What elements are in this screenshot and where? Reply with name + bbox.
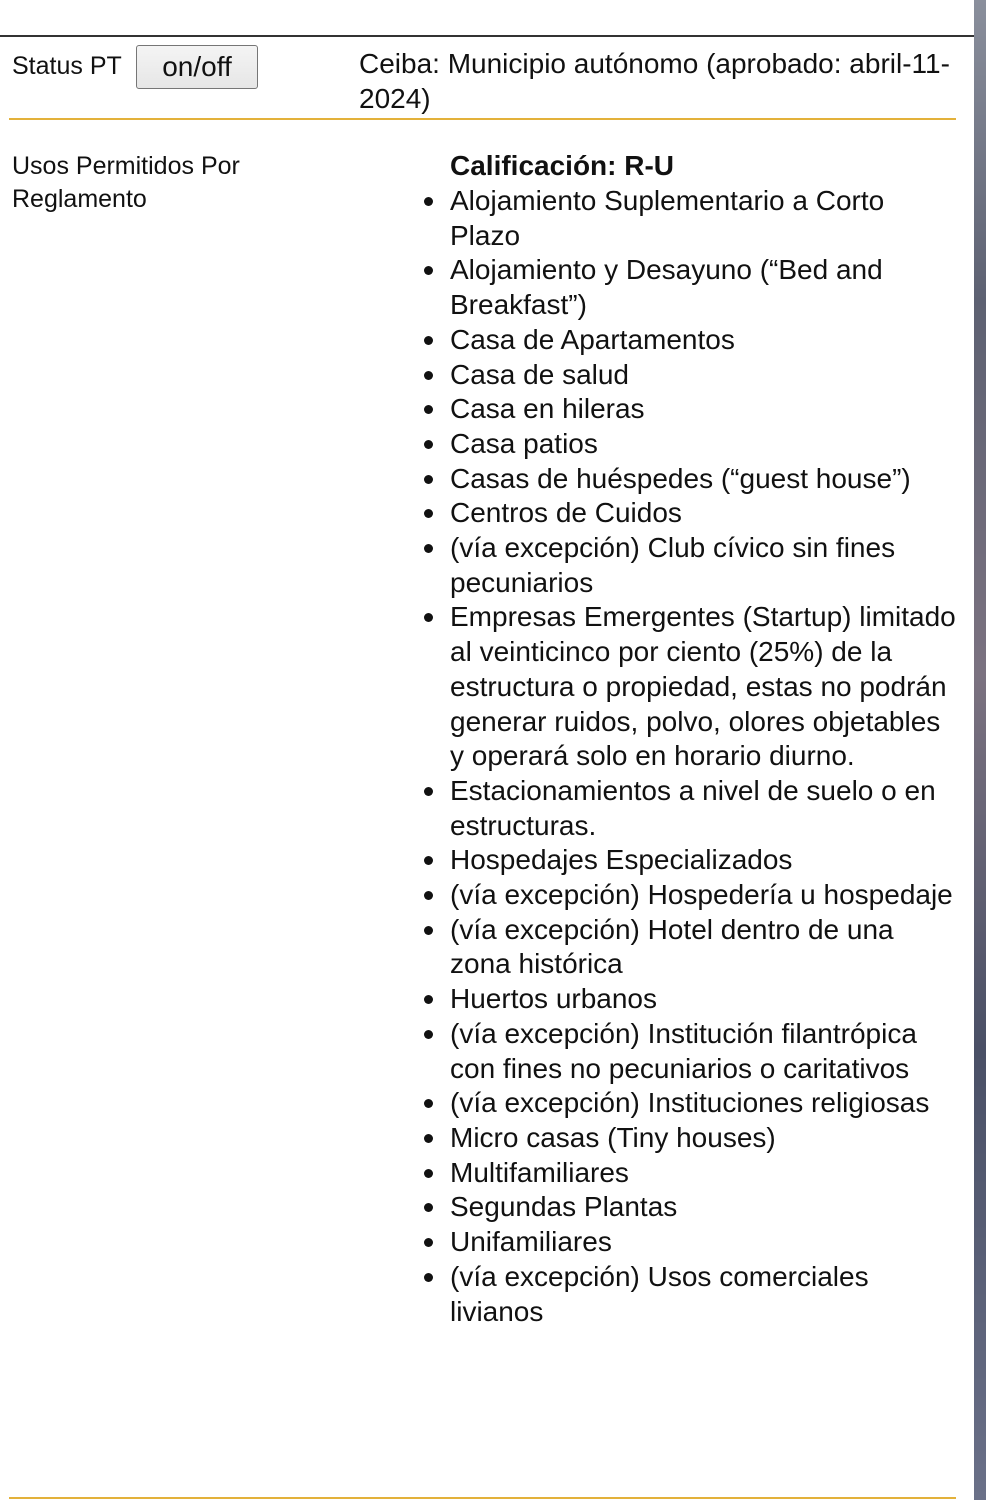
- permitted-use-item: Casa de Apartamentos: [450, 323, 960, 358]
- permitted-use-item: Huertos urbanos: [450, 982, 960, 1017]
- section-divider: [9, 118, 956, 120]
- permitted-use-item: (vía excepción) Instituciones religiosas: [450, 1086, 960, 1121]
- permitted-use-item: Casas de huéspedes (“guest house”): [450, 462, 960, 497]
- permitted-use-item: Estacionamientos a nivel de suelo o en estructuras.: [450, 774, 960, 843]
- permitted-use-item: Empresas Emergentes (Startup) limitado al veinticinco por ciento (25%) de la estructura o propiedad, estas no podrán generar ruidos, polvo, olores objetables y operará solo en horario diurno.: [450, 600, 960, 774]
- permitted-use-item: Casa de salud: [450, 358, 960, 393]
- permitted-use-item: Micro casas (Tiny houses): [450, 1121, 960, 1156]
- status-toggle-button[interactable]: on/off: [136, 45, 258, 89]
- permitted-use-item: Casa en hileras: [450, 392, 960, 427]
- permitted-use-item: Unifamiliares: [450, 1225, 960, 1260]
- permitted-use-item: (vía excepción) Hotel dentro de una zona histórica: [450, 913, 960, 982]
- top-divider: [0, 35, 974, 37]
- permitted-use-item: Casa patios: [450, 427, 960, 462]
- permitted-use-item: Centros de Cuidos: [450, 496, 960, 531]
- permitted-use-item: Segundas Plantas: [450, 1190, 960, 1225]
- usos-permitidos-label: Usos Permitidos Por Reglamento: [12, 152, 240, 213]
- background-edge: [974, 0, 986, 1500]
- permitted-use-item: Alojamiento Suplementario a Corto Plazo: [450, 184, 960, 253]
- bottom-divider: [9, 1497, 956, 1499]
- permitted-uses-list: [450, 184, 960, 1329]
- municipio-status-text: Ceiba: Municipio autónomo (aprobado: abril-11-2024): [359, 48, 950, 114]
- permitted-use-item: (vía excepción) Club cívico sin fines pecuniarios: [450, 531, 960, 600]
- permitted-use-item: Hospedajes Especializados: [450, 843, 960, 878]
- permitted-use-item: Multifamiliares: [450, 1156, 960, 1191]
- permitted-use-item: Alojamiento y Desayuno (“Bed and Breakfast”): [450, 253, 960, 322]
- status-pt-label: Status PT: [12, 52, 122, 80]
- permitted-use-item: (vía excepción) Usos comerciales livianos: [450, 1260, 960, 1329]
- calificacion-heading: Calificación: R-U: [450, 150, 675, 181]
- permitted-use-item: (vía excepción) Hospedería u hospedaje: [450, 878, 960, 913]
- permitted-use-item: (vía excepción) Institución filantrópica con fines no pecuniarios o caritativos: [450, 1017, 960, 1086]
